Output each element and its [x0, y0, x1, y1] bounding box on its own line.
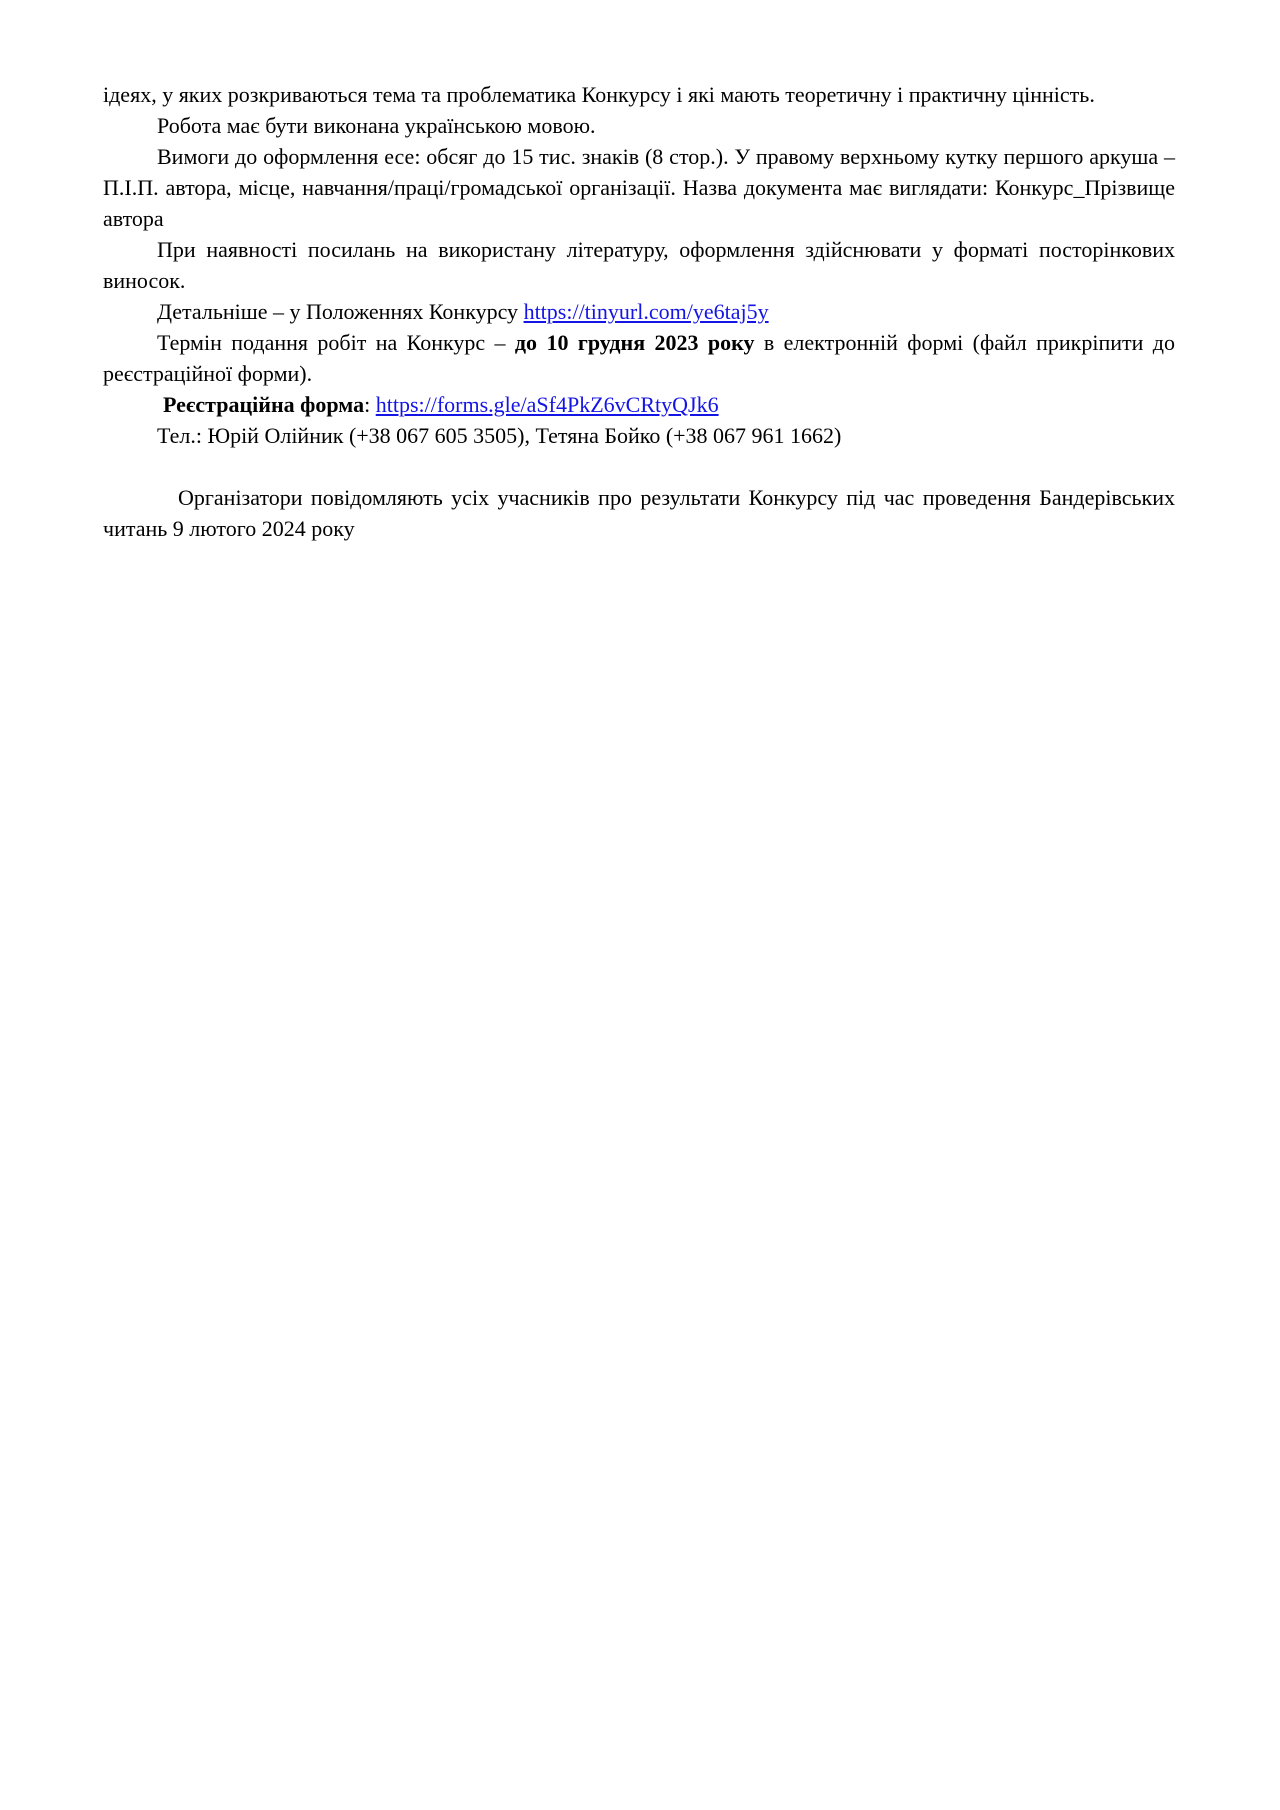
paragraph-references [103, 234, 1175, 296]
registration-form-link[interactable]: https://forms.gle/aSf4PkZ6vCRtyQJk6 [375, 392, 719, 417]
references-text: При наявності посилань на використану літературу, оформлення здійснювати у форматі посторінкових виносок. [103, 237, 1175, 293]
tinyurl-link[interactable]: https://tinyurl.com/ye6taj5y [523, 299, 769, 324]
deadline-date-bold: до 10 грудня 2023 року [514, 330, 755, 355]
paragraph-requirements: Вимоги до оформлення есе: обсяг до 15 тис. знаків (8 стор.). У правому верхньому кутку першого аркуша – П.І.П. автора, місце, навчання/праці/громадської організації. Назва документа має виглядати: Конкурс_Прізвище автора [103, 144, 1175, 231]
paragraph-phones: Тел.: Юрій Олійник (+38 067 605 3505), Тетяна Бойко (+38 067 961 1662) [157, 423, 842, 448]
registration-form-label: Реєстраційна форма [163, 392, 365, 417]
paragraph-language: Робота має бути виконана українською мовою. [157, 113, 596, 138]
deadline-text-after: в електронній формі (файл прикріпити до реєстраційної форми). [103, 330, 1175, 386]
paragraph-deadline [103, 327, 1175, 389]
paragraph-details [103, 296, 1175, 327]
registration-form-separator: : [364, 392, 376, 417]
blank-line [103, 451, 1175, 482]
deadline-text-before: Термін подання робіт на Конкурс – [157, 330, 515, 355]
details-text: Детальніше – у Положеннях Конкурсу [157, 299, 524, 324]
paragraph-results-announcement: Організатори повідомляють усіх учасників про результати Конкурсу під час проведення Бандерівських читань 9 лютого 2024 року [103, 485, 1175, 541]
paragraph-continuation: ідеях, у яких розкриваються тема та проблематика Конкурсу і які мають теоретичну і практичну цінність. [103, 82, 1095, 107]
paragraph-registration-form [103, 389, 1175, 420]
document-body [103, 79, 1175, 544]
